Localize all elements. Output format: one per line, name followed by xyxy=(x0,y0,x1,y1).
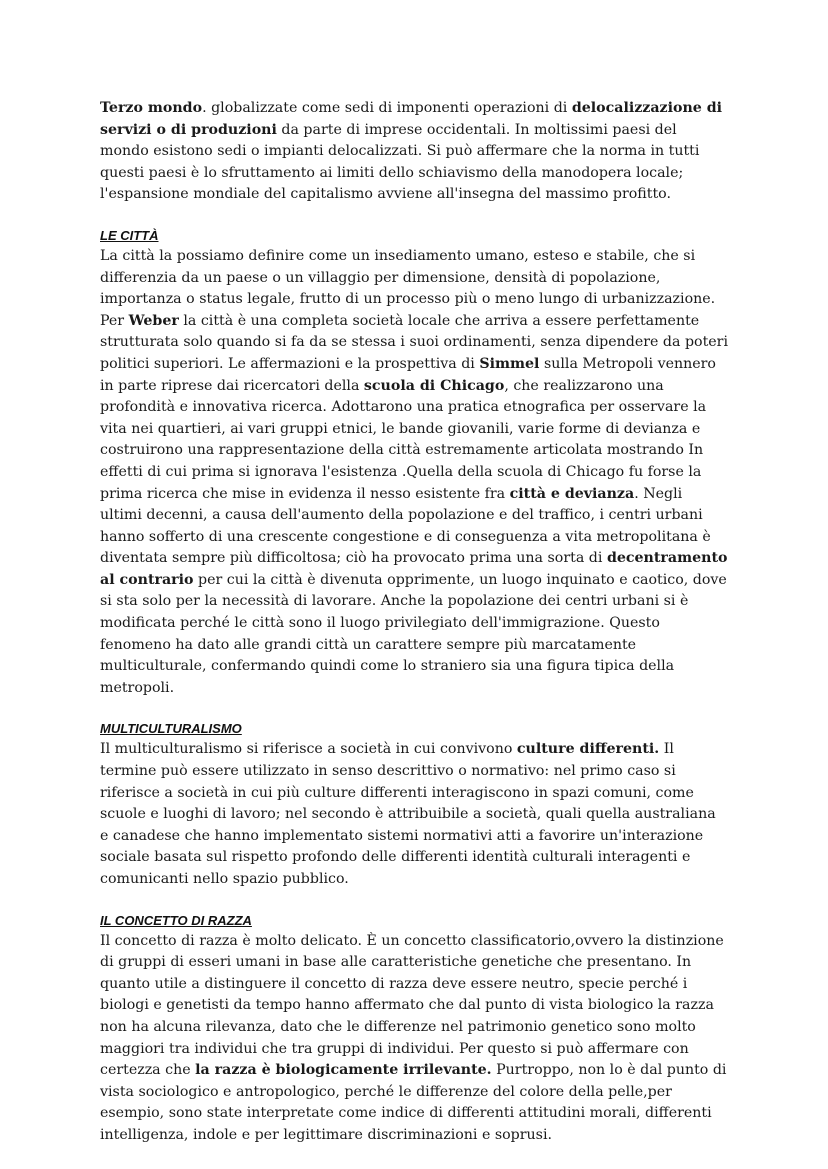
intro-paragraph xyxy=(100,98,728,206)
section-razza xyxy=(100,911,728,1147)
text-run: La città la possiamo definire come un insediamento umano, esteso e stabile, che si differenzia da un paese o un villaggio per dimensione, densità di popolazione, importanza o status legale, frutto di un processo più o meno lungo di urbanizzazione. Per xyxy=(100,247,716,329)
text-run: Il termine può essere utilizzato in senso descrittivo o normativo: nel primo caso si riferisce a società in cui più culture differenti interagiscono in spazi comuni, come scuole e luoghi di lavoro; nel secondo è attribuibile a società, quali quella australiana e canadese che hanno implementato sistemi normativi atti a favorire un'interazione sociale basata sul rispetto profondo delle differenti identità culturali interagenti e comunicanti nello spazio pubblico. xyxy=(100,741,716,887)
bold-text: culture differenti. xyxy=(516,741,660,758)
section-body-citta xyxy=(100,246,728,699)
text-run: Il concetto di razza è molto delicato. È un concetto classificatorio,ovvero la distinzione di gruppi di esseri umani in base alle caratteristiche genetiche che presentano. In quanto utile a distinguere il concetto di razza deve essere neutro, specie perché i biologi e genetisti da tempo hanno affermato che dal punto di vista biologico la razza non ha alcuna rilevanza, dato che le differenze nel patrimonio genetico sono molto maggiori tra individui che tra gruppi di individui. Per questo si può affermare con certezza che xyxy=(100,932,724,1079)
section-body-razza xyxy=(100,931,728,1147)
text-run: da parte di imprese occidentali. In moltissimi paesi del mondo esistono sedi o impianti delocalizzati. Si può affermare che la norma in tutti questi paesi è lo sfruttamento ai limiti dello schiavismo della manodopera locale; l'espansione mondiale del capitalismo avviene all'insegna del massimo profitto. xyxy=(100,121,700,203)
bold-text: città e devianza xyxy=(509,485,635,502)
text-run: , che realizzarono una profondità e innovativa ricerca. Adottarono una pratica etnografica per osservare la vita nei quartieri, ai vari gruppi etnici, le bande giovanili, varie forme di devianza e costruirono una rappresentazione della città estremamente articolata mostrando In effetti di cui prima si ignorava l'esistenza .Quella della scuola di Chicago fu forse la prima ricerca che mise in evidenza il nesso esistente fra xyxy=(100,377,707,502)
text-run: la città è una completa società locale che arriva a essere perfettamente strutturata solo quando si fa da se stessa i suoi ordinamenti, senza dipendere da poteri politici superiori. Le affermazioni e la prospettiva di xyxy=(100,312,728,372)
bold-text: la razza è biologicamente irrilevante. xyxy=(195,1062,492,1079)
bold-text: Weber xyxy=(128,312,179,329)
bold-text: delocalizzazione di servizi o di produzioni xyxy=(100,100,723,138)
bold-text: decentramento al contrario xyxy=(100,550,728,588)
section-citta xyxy=(100,226,728,699)
text-run: Il multiculturalismo si riferisce a società in cui convivono xyxy=(100,741,517,758)
bold-text: Terzo mondo xyxy=(100,100,203,116)
section-body-multiculturalismo xyxy=(100,739,728,890)
text-run: . globalizzate come sedi di imponenti operazioni di xyxy=(202,100,572,116)
bold-text: scuola di Chicago xyxy=(363,377,505,394)
text-run: . Negli ultimi decenni, a causa dell'aumento della popolazione e del traffico, i centri urbani hanno sofferto di una crescente congestione e di conseguenza a vita metropolitana è diventata sempre più difficoltosa; ciò ha provocato prima una sorta di xyxy=(100,485,711,567)
section-heading-multiculturalismo: MULTICULTURALISMO xyxy=(100,721,242,737)
section-heading-citta: LE CITTÀ xyxy=(100,227,159,243)
text-run: sulla Metropoli vennero in parte riprese dai ricercatori della xyxy=(100,355,716,394)
bold-text: Simmel xyxy=(479,355,540,372)
text-run: Purtroppo, non lo è dal punto di vista sociologico e antropologico, perché le differenze del colore della pelle,per esempio, sono state interpretate come indice di differenti attitudini morali, differenti intelligenza, indole e per legittimare discriminazioni e soprusi. xyxy=(100,1062,727,1143)
section-multiculturalismo xyxy=(100,719,728,890)
section-heading-razza: IL CONCETTO DI RAZZA xyxy=(100,912,252,928)
text-run: per cui la città è divenuta opprimente, un luogo inquinato e caotico, dove si sta solo per la necessità di lavorare. Anche la popolazione dei centri urbani si è modificata perché le città sono il luogo privilegiato dell'immigrazione. Questo fenomeno ha dato alle grandi città un carattere sempre più marcatamente multiculturale, confermando quindi come lo straniero sia una figura tipica della metropoli. xyxy=(100,571,727,696)
